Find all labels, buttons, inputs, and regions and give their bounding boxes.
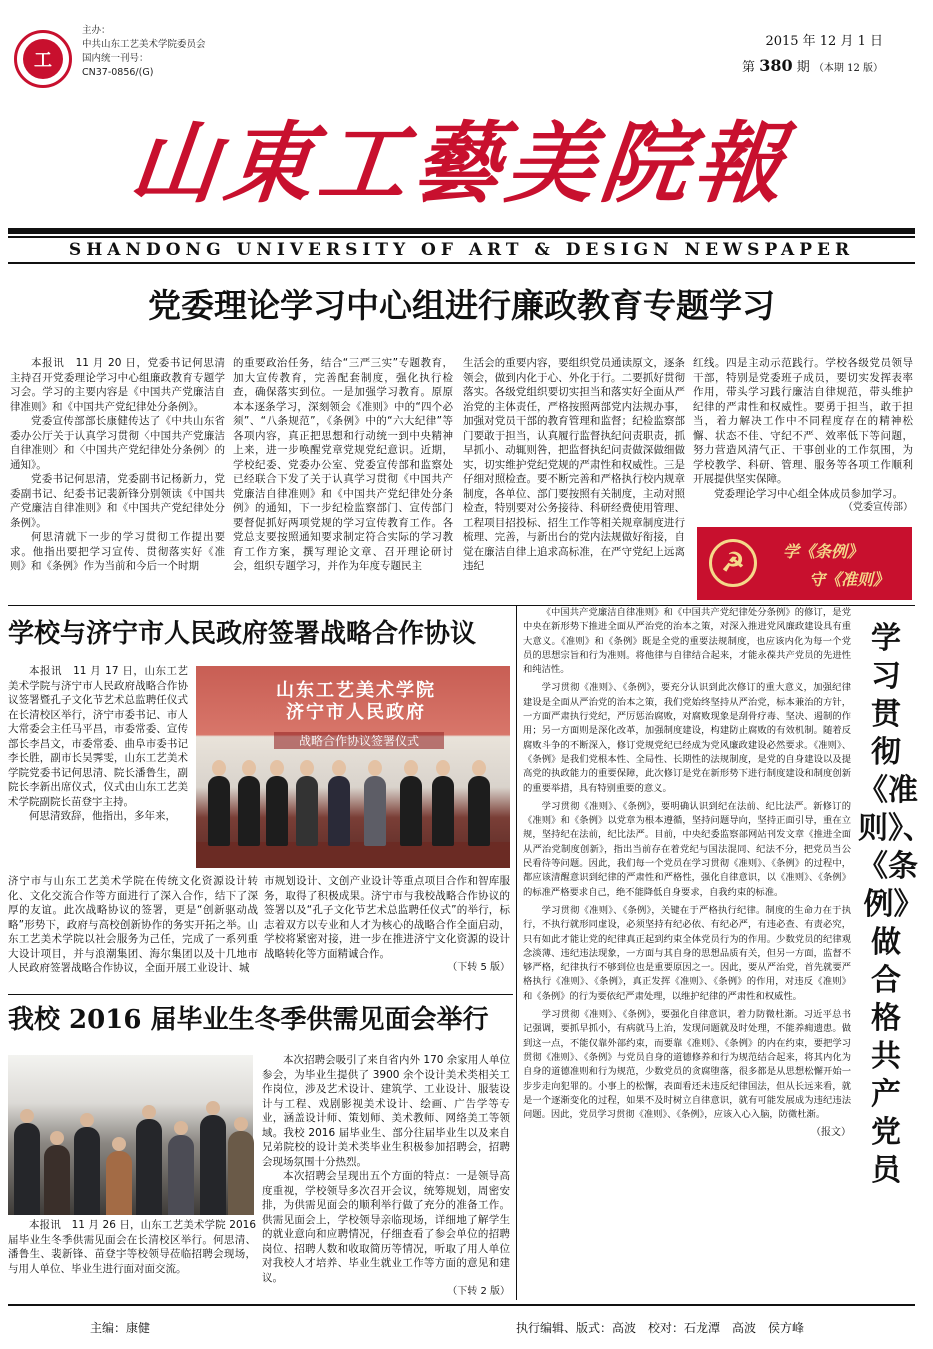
article1-paragraph: 的重要政治任务，结合“三严三实”专题教育，加大宣传教育，完善配套制度，强化执行检查，确保落实到位。一是加强学习教育。原原本本逐条学习，深刻领会《准则》中的“四个必须”、“八条规范”，《条例》中的“六大纪律”等各项内容，真正把思想和行动统一到中央精神上来，进一步唤醒党章党规党纪意识。近期，学校纪委、党委办公室、党委宣传部和监察处已经联合下发了关于认真学习贯彻《中国共产党廉洁自律准则》和《中国共产党纪律处分条例》的通知，下一步纪检监察部门、宣传部门要督促抓好两项党规的学习宣传教育工作。各党总支要按照通知要求制定符合实际的学习教育工作方案，撰写理论文章、召开理论研讨会，组织专题学习，并作为年度专题民主 [233, 357, 453, 572]
badge-line-2: 守《准则》 [809, 570, 890, 589]
article1-column-1 [10, 356, 225, 596]
publisher-name: 中共山东工艺美术学院委员会 [82, 39, 206, 50]
photo-person [200, 1115, 226, 1215]
photo-person [364, 776, 386, 846]
footer-editor: 主编：康健 [90, 1321, 151, 1335]
article1-column-4 [693, 356, 913, 521]
article2-paragraph: 济宁市与山东工艺美术学院在传统文化资源设计转化、文化交流合作等方面进行了深入合作，结下了深厚的友谊。此次战略协议的签署，更是“创新驱动战略”形势下，政府与高校创新协作的务实开拓之举。山东工艺美术学院以社会服务为己任，完成了一系列重大设计项目，并与浪潮集团、海尔集团以及十几地市人民政府签署战略合作协议，全面开展工业设计、城 [8, 875, 258, 974]
article2-paragraph: 本报讯 11 月 17 日，山东工艺美术学院与济宁市人民政府战略合作协议签署暨孔子文化节艺术总监聘任仪式在长清校区举行，济宁市委书记、市人大常委会主任马平昌，市委常委、宣传部长李昌文，市委常委、曲阜市委书记李长胜，副市长吴霁雯，山东工艺美术学院党委书记何思清、院长潘鲁生，副院长李新出席仪式，仪式由山东工艺美术学院副院长苗登宇主持。 [8, 665, 188, 808]
article1-column-2 [233, 356, 453, 596]
photo-person [106, 1151, 132, 1215]
photo-person [238, 776, 260, 846]
commentary-paragraph: 《中国共产党廉洁自律准则》和《中国共产党纪律处分条例》的修订，是党中央在新形势下推进全面从严治党的治本之策，对深入推进党风廉政建设具有重大意义。《准则》和《条例》既是全党的重要法规制度，也应该内化为每一个党员的思想宗旨和行为准则。将他律与自律结合起来，才能永葆共产党员的先进性和纯洁性。 [523, 607, 851, 676]
photo-person [468, 776, 490, 846]
article1-paragraph: 党委宣传部部长康健传达了《中共山东省委办公厅关于认真学习贯彻〈中国共产党廉洁自律准则〉和〈中国共产党纪律处分条例〉的通知》。 [10, 415, 225, 471]
commentary-signoff: （报文） [811, 1127, 851, 1139]
issn-number: CN37-0856/(G) [82, 67, 154, 78]
photo-person [14, 1123, 40, 1215]
column-divider [516, 606, 517, 1300]
photo-person [432, 776, 454, 846]
commentary-paragraph: 学习贯彻《准则》、《条例》，要强化自律意识，着力防微杜渐。习近平总书记强调，要抓早抓小，有病就马上治，发现问题就及时处理，不能养痈遗患。做到这一点，不能仅靠外部约束，而要靠《准则》、《条例》的内在约束，要把学习贯彻《准则》、《条例》与党员自身的道德修养和行为规范结合起来，将其内化为自身的道德准则和行为规范，少数党员的贪腐堕落，很多都是从思想松懈开始一步步走向犯罪的。小事上的松懈，表面看还未违反纪律国法，但从长远来看，就是一个逐渐变化的过程，如果不及时树立自律意识，就有可能发展成为违纪违法问题。因此，党员学习贯彻《准则》、《条例》，应该入心入脑，防微杜渐。 [523, 1009, 851, 1121]
photo-banner [256, 680, 456, 724]
issue-pages: 本期 12 版 [823, 63, 873, 74]
newspaper-nameplate: 山東工藝美院報 [125, 111, 795, 215]
article2-column-1 [8, 664, 188, 874]
photo-banner-line-1: 山东工艺美术学院 [276, 680, 436, 701]
article2-column-2 [8, 874, 258, 990]
section-divider [8, 994, 513, 995]
badge-line-1: 学《条例》 [783, 542, 864, 561]
publisher-info [82, 24, 206, 80]
article3-continued: （下转 2 版） [447, 1286, 510, 1297]
article1-paragraph: 本报讯 11 月 20 日，党委书记何思清主持召开党委理论学习中心组廉政教育专题学习会。学习的主要内容是《中国共产党廉洁自律准则》和《中国共产党纪律处分条例》。 [10, 357, 225, 413]
article1-paragraph: 党委理论学习中心组全体成员参加学习。 [714, 487, 903, 500]
article1-paragraph: 何思清就下一步的学习贯彻工作提出要求。他指出要把学习宣传、贯彻落实好《准则》和《条例》作为当前和今后一个时期 [10, 531, 225, 572]
issue-info: 第 380 期 （本期 12 版） [742, 56, 883, 75]
job-fair-photo [8, 1055, 253, 1215]
photo-person [400, 776, 422, 846]
party-emblem-icon: ☭ [709, 539, 757, 587]
issue-suffix: 期 [796, 60, 810, 75]
article1-paragraph: 生活会的重要内容，要组织党员通读原文，逐条领会，做到内化于心、外化于行。二要抓好贯彻落实。各级党组织要切实担当和落实好全面从严治党的主体责任，严格按照两部党内法规办事，加强对党员干部的教育管理和监督；纪检监察部门要敢于担当，认真履行监督执纪问责职责，抓早抓小、动辄则咎，把监督执纪问责做深做细做实，切实维护党纪党规的严肃性和权威性。三是仔细对照检查。要不断完善和严格执行校内规章制度，各单位、部门要按照有关制度，主动对照检查，特别要对公务接待、科研经费使用管理、工程项目招投标、招生工作等相关规章制度进行梳理、完善，与新出台的党内法规做好衔接，自觉在廉洁自律上追求高标准，在严守党纪上远离违纪 [463, 357, 685, 572]
article1-signoff: （党委宣传部） [843, 502, 913, 513]
photo-person [136, 1119, 162, 1215]
article1-column-3 [463, 356, 685, 596]
footer-credits: 执行编辑、版式：高波 校对：石龙潭 高波 侯方峰 [516, 1321, 805, 1335]
photo-banner-subtitle: 战略合作协议签署仪式 [274, 732, 444, 749]
article2-paragraph: 市规划设计、文创产业设计等重点项目合作和智库服务，取得了积极成果。济宁市与我校战略合作协议的签署以及“孔子文化节艺术总监聘任仪式”的举行，标志着双方以专业和人才为核心的战略合作全面启动，学校将紧密对接，进一步在推进济宁文化资源的设计战略转化等方面精诚合作。 [264, 875, 510, 960]
photo-person [74, 1127, 100, 1215]
article1-paragraph: 红线。四是主动示范践行。学校各级党员领导干部，特别是党委班子成员，要切实发挥表率作用，带头学习践行廉洁自律规范，带头维护纪律的严肃性和权威性。要勇于担当，敢于担当，着力解决工作中不同程度存在的精神松懈、状态不佳、守纪不严、效率低下等问题，努力营造风清气正、干事创业的工作氛围，为学校教学、科研、管理、服务等各项工作顺利开展提供坚实保障。 [693, 357, 913, 485]
publisher-label: 主办： [82, 25, 111, 36]
article3-headline: 我校 2016 届毕业生冬季供需见面会举行 [8, 1005, 489, 1035]
article2-headline: 学校与济宁市人民政府签署战略合作协议 [8, 619, 477, 649]
issue-prefix: 第 [742, 60, 756, 75]
signing-ceremony-photo [196, 666, 510, 868]
article3-paragraph: 本报讯 11 月 26 日，山东工艺美术学院 2016 届毕业生冬季供需见面会在长清校区举行。何思清、潘鲁生、裴新锋、苗登宇等校领导莅临招聘会现场，与用人单位、毕业生进行面对面交流。 [8, 1219, 256, 1275]
article3-paragraph: 本次招聘会呈现出五个方面的特点：一是领导高度重视，学校领导多次召开会议，统筹规划，周密安排，为供需见面会的顺利举行做了充分的准备工作。供需见面会上，学校领导亲临现场，详细地了解学生的就业意向和应聘情况，仔细查看了参会单位的招聘岗位、招聘人数和收取简历等情况，听取了用人单位对我校人才培养、毕业生就业工作等方面的意见和建议。 [262, 1170, 510, 1284]
photo-person [168, 1135, 194, 1215]
photo-person [228, 1131, 254, 1215]
photo-person [44, 1145, 70, 1215]
nameplate-rule [8, 228, 915, 234]
commentary-vertical-title: 学习贯彻《准则》、《条例》做合格共产党员 [858, 621, 933, 1188]
english-nameplate: SHANDONG UNIVERSITY OF ART & DESIGN NEWSPAPER [8, 236, 915, 264]
dateline [742, 30, 883, 81]
article3-paragraph: 本次招聘会吸引了来自省内外 170 余家用人单位参会，为毕业生提供了 3900 余个设计美术类相关工作岗位，涉及艺术设计、建筑学、工业设计、服装设计与工程、戏剧影视美术设计、绘画、广告学等专业，涵盖设计师、策划师、美术教师、网络美工等领域。我校 2016 届毕业生、部分往届毕业生以及来自兄弟院校的设计美术类毕业生积极参加招聘会，招聘会现场氛围十分热烈。 [262, 1054, 510, 1168]
issn-label: 国内统一刊号： [82, 53, 149, 64]
photo-person [328, 776, 350, 846]
commentary-paragraph: 学习贯彻《准则》、《条例》，要充分认识到此次修订的重大意义，加强纪律建设是全面从严治党的治本之策，我们党始终坚持从严治党，标本兼治的方针，一方面严肃执行党纪，严厉惩治腐败，对腐败现象是刮骨疗毒、坚决、遏制的作用；另一方面则是深化改革，加强制度建设，构建防止腐败的有效机制。随着反腐败斗争的不断深入，修订党规党纪已经成为党风廉政建设必然要求。《准则》、《条例》是我们党根本性、全局性、长期性的法规制度，是党的自身建设以及提高党的执政能力的重要保障，此次修订是党在新形势下进行制度建设和制度创新的重要举措，具有特别重要的意义。 [523, 682, 851, 794]
commentary-paragraph: 学习贯彻《准则》、《条例》，关键在于严格执行纪律。制度的生命力在于执行，不执行就形同虚设，必须坚持有纪必依、有纪必严，有违必查、有责必究，只有如此才能让党的纪律真正起到约束全体党员行为的作用。少数党员的纪律观念淡薄、违纪违法现象，一方面与其自身的思想品质有关，但另一方面，监督不够严格，纪律执行不够到位也是重要原因之一。因此，要从严治党，首先就要严格执行《准则》、《条例》，真正发挥《准则》、《条例》的作用，对违反《准则》和《条例》的行为要依纪严肃处理，以维护纪律的严肃性和权威性。 [523, 904, 851, 1002]
article3-column-2 [262, 1053, 510, 1297]
article3-column-1 [8, 1218, 256, 1298]
commentary-paragraph: 学习贯彻《准则》、《条例》，要明确认识到纪在法前、纪比法严。新修订的《准则》和《条例》以党章为根本遵循，坚持问题导向，坚持正面引导，重在立规，坚持纪在法前，纪比法严。目前，中央纪委监察部网站刊发文章《推进全面从严治党制度创新》，指出当前存在着党纪与国法混同、纪法不分，把党员当公民看待等问题。因此，我们每一个党员在学习贯彻《准则》、《条例》的过程中，都应该清醒意识到纪律的严肃性和严格性，强化自律意识，以《准则》、《条例》的标准严格要求自己，绝不能降低自身要求，自我约束的标准。 [523, 800, 851, 898]
article1-headline: 党委理论学习中心组进行廉政教育专题学习 [148, 286, 775, 325]
photo-person [266, 776, 288, 846]
issue-date: 2015 年 12 月 1 日 [765, 34, 883, 49]
photo-banner-line-2: 济宁市人民政府 [286, 702, 426, 723]
school-logo [14, 30, 72, 88]
photo-person [296, 776, 318, 846]
article2-continued: （下转 5 版） [447, 962, 510, 973]
issue-number: 380 [759, 56, 793, 75]
footer-rule [8, 1304, 915, 1306]
commentary-column [523, 606, 851, 1286]
article2-column-3 [264, 874, 510, 990]
campaign-badge [697, 527, 912, 600]
article2-paragraph: 何思清致辞，他指出，多年来， [29, 810, 176, 822]
article1-paragraph: 党委书记何思清，党委副书记杨新力，党委副书记、纪委书记裴新锋分别领读《中国共产党廉洁自律准则》和《中国共产党纪律处分条例》。 [10, 473, 225, 529]
photo-person [208, 776, 230, 846]
school-logo-mark: 工 [23, 39, 63, 79]
